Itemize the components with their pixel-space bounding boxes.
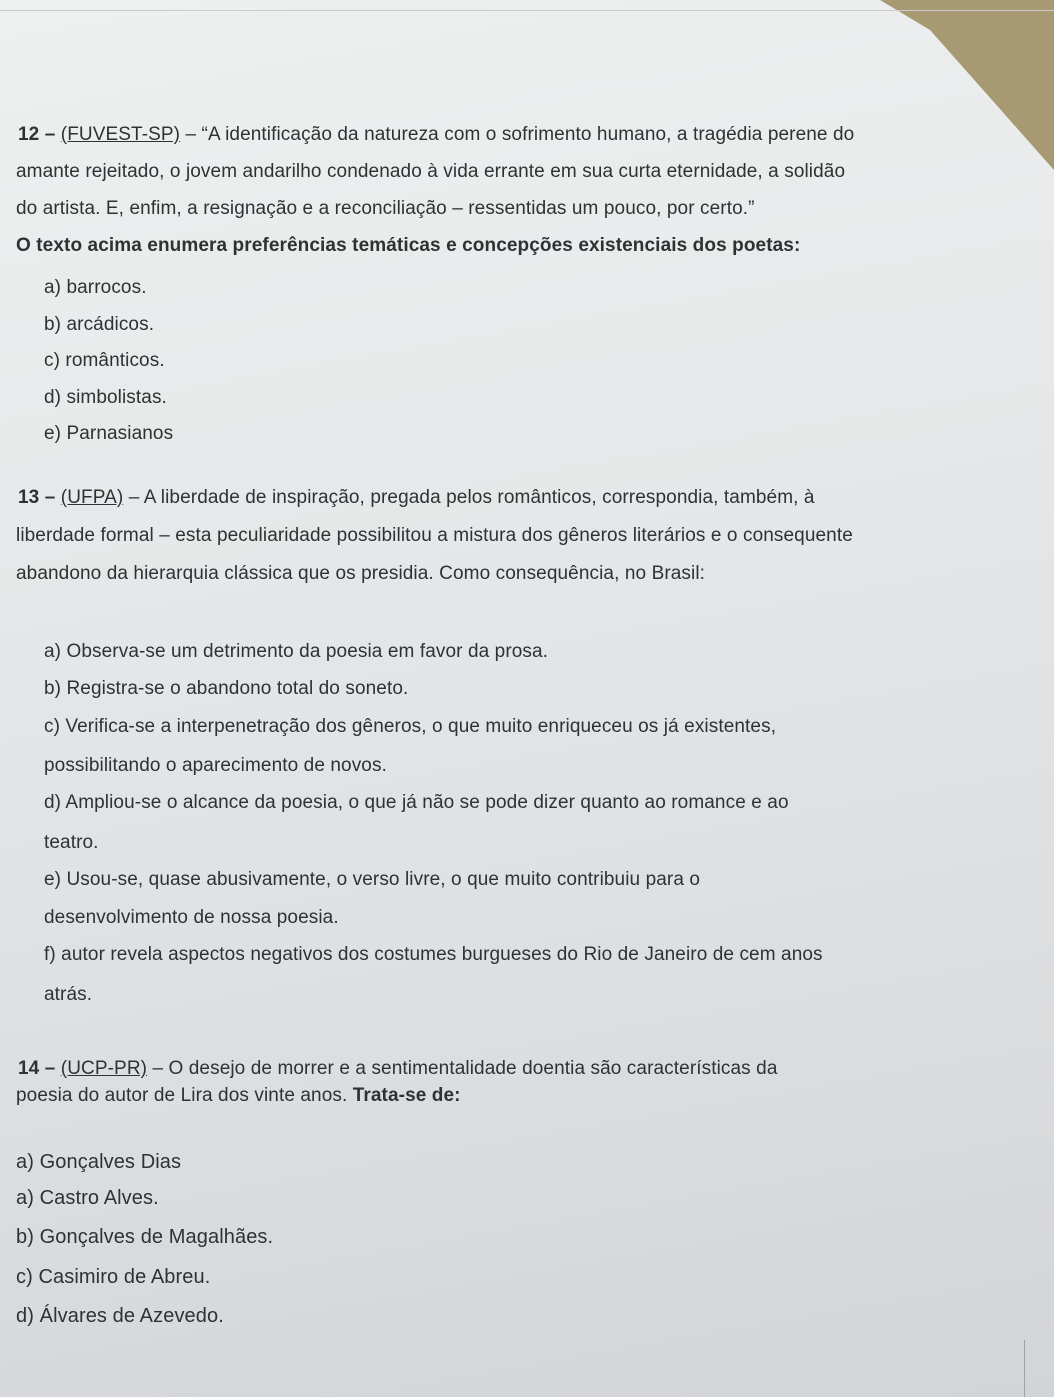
question-12-source: (FUVEST-SP) (60, 124, 181, 145)
question-13-option-d-continued: teatro. (44, 832, 99, 853)
question-13-option-e-continued: desenvolvimento de nossa poesia. (44, 907, 339, 928)
question-14-text-2: poesia do autor de Lira dos vinte anos. (16, 1085, 353, 1106)
question-14-source: (UCP-PR) (60, 1058, 148, 1079)
question-13-text-1: – A liberdade de inspiração, pregada pelos românticos, correspondia, também, à (123, 487, 815, 508)
paper-top-edge (0, 10, 1054, 11)
question-13-line-3: abandono da hierarquia clássica que os presidia. Como consequência, no Brasil: (16, 563, 706, 584)
question-12-number: 12 – (18, 124, 56, 145)
question-12-line-3: do artista. E, enfim, a resignação e a reconciliação – ressentidas um pouco, por certo.” (16, 198, 755, 219)
question-12-option-b: b) arcádicos. (44, 314, 155, 335)
question-12-option-c: c) românticos. (44, 350, 165, 371)
question-14-number: 14 – (18, 1058, 56, 1079)
question-13-option-d: d) Ampliou-se o alcance da poesia, o que já não se pode dizer quanto ao romance e ao (44, 792, 789, 813)
question-12-text-1: – “A identificação da natureza com o sofrimento humano, a tragédia perene do (180, 124, 855, 145)
question-13-option-c: c) Verifica-se a interpenetração dos gêneros, o que muito enriqueceu os já existentes, (44, 716, 777, 737)
question-14-line-1 (18, 1058, 778, 1080)
question-14-option-3: b) Gonçalves de Magalhães. (16, 1226, 274, 1248)
question-12-prompt: O texto acima enumera preferências temáticas e concepções existenciais dos poetas: (16, 235, 801, 256)
question-13-option-e: e) Usou-se, quase abusivamente, o verso livre, o que muito contribuiu para o (44, 869, 701, 890)
question-13-line-2: liberdade formal – esta peculiaridade possibilitou a mistura dos gêneros literários e o consequente (16, 525, 853, 546)
question-13-option-f-continued: atrás. (44, 984, 93, 1005)
question-12-option-e: e) Parnasianos (44, 423, 174, 444)
paper-fold-line (1024, 1340, 1025, 1397)
question-13-option-b: b) Registra-se o abandono total do soneto. (44, 678, 409, 699)
question-12-line-1 (18, 124, 854, 146)
question-12-option-d: d) simbolistas. (44, 387, 167, 408)
question-13-option-c-continued: possibilitando o aparecimento de novos. (44, 755, 387, 776)
question-14-option-1: a) Gonçalves Dias (16, 1151, 182, 1173)
question-12-line-2: amante rejeitado, o jovem andarilho condenado à vida errante em sua curta eternidade, a solidão (16, 161, 846, 182)
question-14-option-4: c) Casimiro de Abreu. (16, 1266, 211, 1288)
question-13-number: 13 – (18, 487, 56, 508)
question-13-line-1 (18, 487, 815, 509)
question-14-prompt: Trata-se de: (352, 1085, 461, 1106)
question-14-text-1: – O desejo de morrer e a sentimentalidade doentia são características da (147, 1058, 778, 1079)
question-14-option-5: d) Álvares de Azevedo. (16, 1305, 224, 1327)
question-14-line-2 (16, 1085, 461, 1107)
question-12-option-a: a) barrocos. (44, 277, 147, 298)
question-13-option-f: f) autor revela aspectos negativos dos costumes burgueses do Rio de Janeiro de cem anos (44, 944, 823, 965)
question-14-option-2: a) Castro Alves. (16, 1187, 159, 1209)
question-13-source: (UFPA) (60, 487, 124, 508)
question-13-option-a: a) Observa-se um detrimento da poesia em favor da prosa. (44, 641, 549, 662)
